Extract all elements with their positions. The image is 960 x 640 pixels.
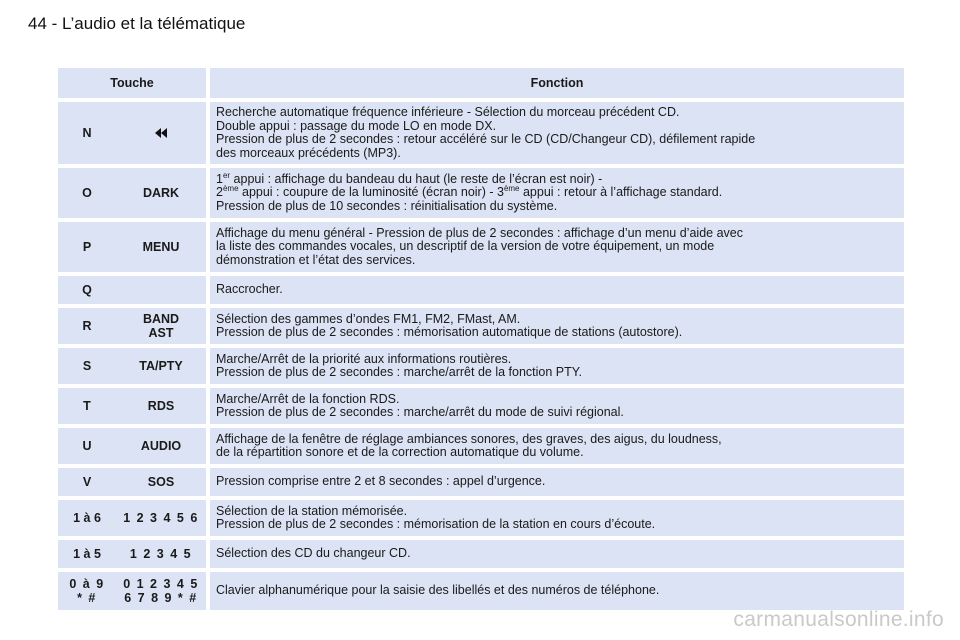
table-row-v	[58, 468, 904, 496]
desc-line: des morceaux précédents (MP3).	[216, 145, 401, 160]
label-cell: AUDIO	[140, 439, 182, 453]
description-cell	[210, 543, 904, 565]
key-cell: 0 à 9 * #	[69, 577, 105, 605]
desc-line: Pression de plus de 10 secondes : réinitialisation du système.	[216, 198, 558, 213]
key-cell: N	[82, 126, 92, 140]
desc-line: Marche/Arrêt de la fonction RDS.	[216, 391, 400, 406]
desc-line: de la répartition sonore et de la correction automatique du volume.	[216, 445, 584, 459]
desc-line: 1er appui : affichage du bandeau du haut (le reste de l’écran est noir) -	[216, 170, 603, 186]
description-cell	[210, 279, 904, 301]
label-cell	[116, 102, 206, 164]
label-cell: TA/PTY	[139, 359, 183, 373]
key-cell: Q	[82, 283, 92, 297]
description-cell	[210, 389, 904, 424]
table-row-r	[58, 308, 904, 344]
desc-line: démonstration et l’état des services.	[216, 252, 416, 267]
key-cell: 1 à 6	[73, 511, 101, 525]
table-row-p	[58, 222, 904, 272]
desc-line: Pression de plus de 2 secondes : mémorisation automatique de stations (autostore).	[216, 325, 683, 339]
description-cell	[210, 471, 904, 493]
desc-line: Sélection de la station mémorisée.	[216, 503, 408, 518]
description-cell	[210, 580, 904, 602]
description-cell	[210, 429, 904, 464]
rewind-icon	[155, 114, 167, 152]
label-cell: 1 2 3 4 5 6	[123, 511, 199, 525]
table-row-0-9	[58, 572, 904, 610]
key-cell: U	[82, 439, 92, 453]
label-cell: BAND AST	[142, 312, 180, 340]
label-cell: 0 1 2 3 4 5 6 7 8 9 * #	[123, 577, 199, 605]
desc-line: Pression de plus de 2 secondes : marche/arrêt de la fonction PTY.	[216, 365, 582, 379]
key-cell: 1 à 5	[73, 547, 101, 561]
label-cell: RDS	[147, 399, 175, 413]
table-row-o	[58, 168, 904, 218]
table-row-1-6	[58, 500, 904, 536]
table-row-s	[58, 348, 904, 384]
desc-line: Sélection des CD du changeur CD.	[216, 546, 411, 561]
label-cell: MENU	[142, 240, 180, 254]
key-cell: O	[82, 186, 92, 200]
desc-line: Clavier alphanumérique pour la saisie des libellés et des numéros de téléphone.	[216, 583, 660, 598]
label-cell: 1 2 3 4 5	[129, 547, 193, 561]
label-cell: DARK	[142, 186, 180, 200]
desc-line: Pression comprise entre 2 et 8 secondes : appel d’urgence.	[216, 474, 546, 489]
description-cell	[210, 223, 904, 272]
key-cell: V	[82, 475, 92, 489]
col-header-fonction: Fonction	[530, 76, 584, 90]
desc-line: Pression de plus de 2 secondes : mémorisation de la station en cours d’écoute.	[216, 517, 656, 531]
table-row-n	[58, 102, 904, 164]
table-row-t	[58, 388, 904, 424]
desc-line: Pression de plus de 2 secondes : marche/arrêt du mode de suivi régional.	[216, 405, 624, 419]
watermark: carmanualsonline.info	[733, 608, 944, 631]
table-row-q	[58, 276, 904, 304]
table-row-u	[58, 428, 904, 464]
desc-line: Affichage de la fenêtre de réglage ambiances sonores, des graves, des aigus, du loudness,	[216, 431, 722, 446]
table-header-row	[58, 68, 904, 98]
key-cell: S	[82, 359, 92, 373]
desc-line: Raccrocher.	[216, 282, 283, 297]
desc-line: 2ème appui : coupure de la luminosité (écran noir) - 3ème appui : retour à l’affichage standard.	[216, 184, 723, 200]
description-cell	[210, 309, 904, 344]
function-table	[58, 68, 904, 614]
key-cell: R	[82, 319, 92, 333]
description-cell	[210, 169, 904, 218]
description-cell	[210, 102, 904, 164]
key-cell: P	[82, 240, 92, 254]
desc-line: Pression de plus de 2 secondes : retour accéléré sur le CD (CD/Changeur CD), défilement rapide	[216, 132, 756, 146]
description-cell	[210, 349, 904, 384]
desc-line: Affichage du menu général - Pression de plus de 2 secondes : affichage d’un menu d’aide avec	[216, 225, 743, 240]
desc-line: Marche/Arrêt de la priorité aux informations routières.	[216, 351, 512, 366]
desc-line: la liste des commandes vocales, un descriptif de la version de votre équipement, un mode	[216, 239, 715, 254]
col-header-touche: Touche	[110, 76, 154, 90]
description-cell	[210, 501, 904, 536]
desc-line: Recherche automatique fréquence inférieure - Sélection du morceau précédent CD.	[216, 105, 680, 119]
desc-line: Double appui : passage du mode LO en mode DX.	[216, 118, 497, 133]
table-row-1-5	[58, 540, 904, 568]
desc-line: Sélection des gammes d’ondes FM1, FM2, FMast, AM.	[216, 311, 521, 326]
label-cell: SOS	[147, 475, 175, 489]
key-cell: T	[83, 399, 91, 413]
label-cell	[116, 276, 206, 304]
page-header: 44 - L’audio et la télématique	[28, 14, 246, 33]
